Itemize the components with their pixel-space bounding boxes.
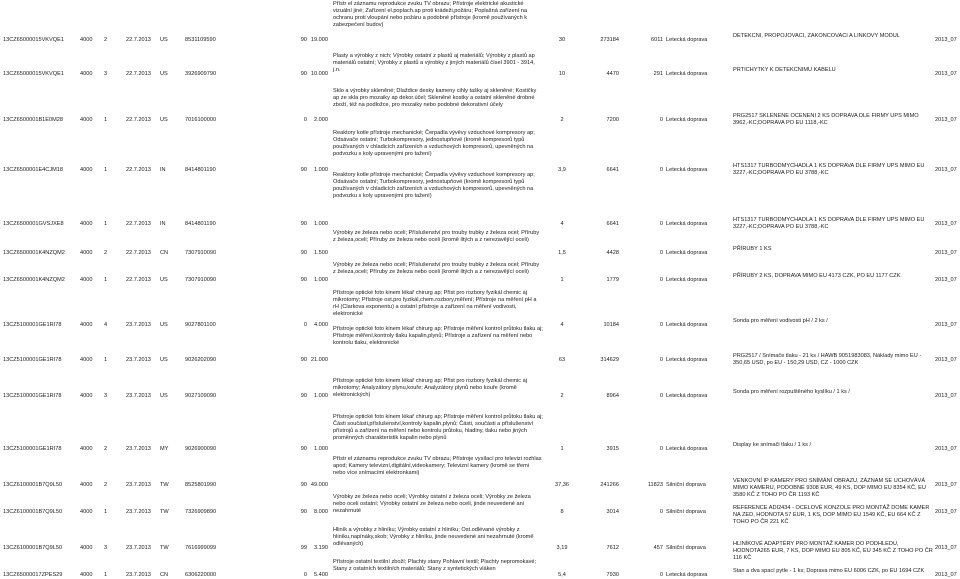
goods-description: Reaktory kotle přístroje mechanické; Čerpadla vývěvy vzduchové kompresory ap; Odsávače ostatní; Turbokompresory, jednostupňové (kromě kompresorů typů používaných v chladicích zařízeních a vzduchových kompresorů, upevněných na podvozku s koly upravenými pro tažení) [333,172,535,199]
period: 2013_07 [935,71,957,77]
net-mass: 3,9 [558,167,566,173]
goods-detail: PRTICHYTKY K DETEKCNIMU KABELU [733,67,836,73]
period: 2013_07 [935,446,957,452]
position: 4 [104,322,108,328]
goods-detail: HTS1317 TURBODMYCHADLA 1 KS DOPRAVA DLE FIRMY UPS MIMO EU 3227,-KC;DOPRAVA PO EU 3788,-KC [733,217,925,230]
transport-mode: Letecká doprava [666,167,708,173]
tariff-code: 7016100000 [185,117,217,123]
statistical-value: 0 [659,277,663,283]
goods-detail: Stan a dva spací pytle - 1 ks; Doprava mimo EU 6006 CZK, po EU 1694 CZK [733,568,925,574]
position: 2 [104,446,108,452]
invoice-value: 6641 [606,221,619,227]
position: 2 [104,37,108,43]
record-id: 13CZ6100001B7Q9L50 [3,545,63,551]
goods-detail: HTS1317 TURBODMYCHADLA 1 KS DOPRAVA DLE FIRMY UPS MIMO EU 3227,-KC;DOPRAVA PO EU 3788,-KC [733,163,925,176]
position: 2 [104,250,108,256]
value-a: 90 [300,446,307,452]
statistical-value: 0 [659,322,663,328]
value-b: 21.000 [310,357,328,363]
period: 2013_07 [935,509,957,515]
country-code: CN [160,250,169,256]
statistical-value: 0 [659,509,663,515]
statistical-value: 0 [659,572,663,578]
net-mass: 1 [560,446,564,452]
date: 23.7.2013 [126,322,151,328]
tariff-code: 9026900090 [185,446,217,452]
record-id: 13CZ5100001GE1RI78 [3,357,62,363]
statistical-value: 11823 [647,482,663,488]
transport-mode: Letecká doprava [666,37,708,43]
tariff-code: 9027109090 [185,393,217,399]
date: 22.7.2013 [126,221,151,227]
value-b: 3.190 [314,545,328,551]
net-mass: 10 [558,71,566,77]
goods-detail: Sonda pro měření vodivosti pH / 2 ks / [733,318,828,324]
value-a: 99 [300,545,307,551]
position: 1 [104,572,108,578]
period: 2013_07 [935,221,957,227]
value-b: 2.000 [314,117,328,123]
period: 2013_07 [935,545,957,551]
invoice-value: 1779 [606,277,619,283]
invoice-value: 273184 [600,37,619,43]
value-a: 0 [303,117,307,123]
goods-detail: PRG2517 SKLENENE OCENENI 2 KS DOPRAVA DLE FIRMY UPS MIMO 3962,-KC;DOPRAVA PO EU 1118,-KC [733,113,919,126]
transport-mode: Silniční doprava [666,545,706,551]
value-a: 90 [300,167,307,173]
country-code: US [160,357,168,363]
statistical-value: 0 [659,167,663,173]
tariff-code: 9026202090 [185,357,217,363]
goods-detail: HLINÍKOVÉ ADAPTÉRY PRO MONTÁŽ KAMER DO PODHLEDU, HODNOTA265 EUR, 7 KS, DOP MIMO EU 805 KČ, EU 345 KČ Z TOHO PO ČR 116 KČ [733,541,933,561]
record-id: 13CZ5100001GE1RI78 [3,322,62,328]
statistical-value: 0 [659,250,663,256]
invoice-value: 314629 [600,357,619,363]
transport-mode: Letecká doprava [666,277,708,283]
position: 3 [104,71,108,77]
transport-mode: Letecká doprava [666,446,708,452]
net-mass: 1,5 [558,250,566,256]
transport-mode: Letecká doprava [666,322,708,328]
net-mass: 5,4 [558,572,566,578]
quantity: 4000 [80,167,93,173]
date: 22.7.2013 [126,277,151,283]
transport-mode: Letecká doprava [666,357,708,363]
quantity: 4000 [80,509,93,515]
quantity: 4000 [80,357,93,363]
tariff-code: 8531109590 [185,37,216,43]
date: 23.7.2013 [126,545,151,551]
value-a: 90 [300,221,307,227]
value-a: 90 [300,250,307,256]
transport-mode: Silniční doprava [666,482,706,488]
record-id: 13CZ6500001K4NZQM2 [3,277,65,283]
position: 3 [104,393,108,399]
value-a: 90 [300,393,307,399]
statistical-value: 0 [659,221,663,227]
statistical-value: 0 [659,117,663,123]
country-code: US [160,393,168,399]
goods-description: Sklo a výrobky skleněné; Dlaždice desky kameny cihly tašky aj skleněné; Kostičky ap ze skla pro mozaiky ap dekor.účel; Skleněné kostky a ostatní skleněné drobné zboží, též na podložce, pro mozaiky nebo podobné dekorativní účely [333,88,537,108]
statistical-value: 6011 [650,37,663,43]
date: 23.7.2013 [126,482,151,488]
net-mass: 8 [560,509,564,515]
quantity: 4000 [80,277,93,283]
value-a: 90 [300,357,307,363]
invoice-value: 3915 [606,446,619,452]
net-mass: 2 [560,117,564,123]
date: 22.7.2013 [126,250,151,256]
tariff-code: 7307910090 [185,277,217,283]
transport-mode: Letecká doprava [666,572,708,578]
net-mass: 3,19 [556,545,568,551]
transport-mode: Letecká doprava [666,393,708,399]
goods-detail: Display ke snímači tlaku / 1 ks / [733,442,812,448]
country-code: CN [160,572,169,578]
transport-mode: Silniční doprava [666,509,706,515]
period: 2013_07 [935,37,957,43]
country-code: TW [160,509,169,515]
record-id: 13CZ65000015VKVQE1 [3,71,64,77]
invoice-value: 4470 [606,71,619,77]
goods-detail: DETEKCNI, PROPOJOVACI, ZAKONCOVACI A LINKOVY MODUL [733,33,900,39]
position: 3 [104,545,108,551]
value-b: 1.000 [314,393,328,399]
country-code: US [160,37,168,43]
date: 23.7.2013 [126,509,151,515]
position: 1 [104,509,108,515]
record-id: 13CZ65000015VKVQE1 [3,37,64,43]
tariff-code: 7326909890 [185,509,217,515]
quantity: 4000 [80,221,93,227]
statistical-value: 0 [659,357,663,363]
value-a: 90 [300,71,307,77]
value-a: 90 [300,509,307,515]
quantity: 4000 [80,250,93,256]
country-code: IN [160,221,166,227]
quantity: 4000 [80,117,93,123]
goods-description: Reaktory kotle přístroje mechanické; Čerpadla vývěvy vzduchové kompresory ap; Odsávače ostatní; Turbokompresory, jednostupňové (kromě kompresorů typů používaných v chladicích zařízeních a vzduchových kompresorů, upevněných na podvozku s koly upravenými pro tažení) [333,130,535,157]
tariff-code: 7616999099 [185,545,217,551]
value-b: 1.500 [314,250,328,256]
period: 2013_07 [935,357,957,363]
quantity: 4000 [80,322,93,328]
record-id: 13CZ6100001B7Q9L50 [3,482,63,488]
goods-description: Výrobky ze železa nebo oceli; Příslušenství pro trouby trubky z železa ocel; Příruby z železa,oceli; Příruby ze železa nebo oceli (kromě litých a z nerezavějící oceli) [333,230,540,243]
position: 1 [104,357,108,363]
invoice-value: 241266 [600,482,619,488]
date: 22.7.2013 [126,117,151,123]
date: 22.7.2013 [126,71,151,77]
period: 2013_07 [935,167,957,173]
net-mass: 4 [560,322,564,328]
tariff-code: 8414801190 [185,221,216,227]
invoice-value: 7200 [606,117,619,123]
goods-description: Přístroje optické foto kinem lékař chirurg ap; Přístroje měření kontrol průtoku tlaku aj; Části součásti,příslušenství,kontroly kapalin,plynů; Části, součásti a příslušenství přístrojů a zařízení na měření nebo kontrolu průtoku, hladiny, tlaku nebo jiných proměnných charakteristik kapalin nebo plynů [333,414,543,441]
record-id: 13CZ6500001K4NZQM2 [3,250,65,256]
statistical-value: 291 [653,71,663,77]
country-code: TW [160,482,169,488]
goods-description: Výrobky ze železa nebo oceli; Výrobky ostatní z železa oceli; Výrobky ze železa nebo oceli ostatní; Výrobky ostatní ze železa nebo oceli, jinde neuvedené ani nezahrnuté [333,494,531,514]
goods-description: Přístroje optické foto kinem lékař chirurg ap; Přist pro rozbory fyzikál chemic aj mikrotomy; Analyzátory plynu,kouře; Analyzátory plynů nebo kouře (kromě elektronických) [333,378,527,398]
date: 23.7.2013 [126,572,151,578]
record-id: 13CZ6500001E4CJM18 [3,167,64,173]
record-id: 13CZ6500001GVSJXE8 [3,221,64,227]
position: 1 [104,167,108,173]
goods-description: Výrobky ze železa nebo oceli; Příslušenství pro trouby trubky z železa ocel; Příruby z železa,oceli; Příruby ze železa nebo oceli (kromě litých a z nerezavějící oceli) [333,262,540,275]
date: 23.7.2013 [126,446,151,452]
goods-description: Přístroje optické foto kinem lékař chirurg ap; Přist pro rozbory fyzikál chemic aj mikrotomy; Přístroje ost.pro fyzikál,chem.rozbory,měření; Přístroje na měření pH a rH (Clarkova exponentu) a ostatní přístroje a zařízení na měření vodivosti, elektronické [333,290,537,317]
country-code: IN [160,167,166,173]
value-b: 10.000 [310,71,328,77]
goods-description: Přístr el záznamu reprodukce zvuku TV obrazu; Přístroje elektrické akustické vizuální jiné; Zařízení el.poplach.ap proti krádeži,požáru; Poplašná zařízení na ochranu proti vloupání nebo požáru a podobné přístroje (kromě používaných k zabezpečení budov) [333,1,528,28]
position: 1 [104,117,108,123]
quantity: 4000 [80,37,93,43]
period: 2013_07 [935,572,957,578]
quantity: 4000 [80,446,93,452]
goods-description: Přístroje ostatní textilní zboží; Plachty stany Pohlavní textil; Plachty nepromokavé; Stany z ostatních textilních materiálů; Stany z syntetických vláken [333,559,537,572]
invoice-value: 4428 [606,250,619,256]
value-b: 1.000 [314,221,328,227]
net-mass: 30 [558,37,566,43]
goods-detail: PŘÍRUBY 1 KS [733,246,772,252]
tariff-code: 7307910090 [185,250,217,256]
net-mass: 1 [560,277,564,283]
period: 2013_07 [935,482,957,488]
quantity: 4000 [80,572,93,578]
goods-detail: Sonda pro měření rozpuštěného kyslíku / 1 ks / [733,389,850,395]
record-id: 13CZ65000017ZPES29 [3,572,63,578]
period: 2013_07 [935,250,957,256]
goods-description: Hliník a výrobky z hliníku; Výrobky ostatní z hliníku; Ost.odlévané výrobky z hliníku,napínáky,skob; Výrobky z hliníku, jinde neuvedené ani nezahrnuté (kromě odlévaných) [333,527,534,547]
goods-description: Plasty a výrobky z nich; Výrobky ostatní z plastů aj materiálů; Výrobky z plastů ap materiálů ostatní; Výrobky z plastů a výrobky z jiných materiálů čísel 3901 - 3914, j.n. [333,53,535,73]
country-code: US [160,71,168,77]
goods-detail: REFERENCE ADI2434 - OCELOVÉ KONZOLE PRO MONTÁŽ DOME KAMER NA ZED, HODNOTA 57 EUR, 1 KS, DOP MIMO EU 1549 KČ, EU 664 KČ Z TOHO PO ČR 221 KČ [733,505,930,525]
statistical-value: 457 [653,545,663,551]
value-a: 90 [300,277,307,283]
statistical-value: 0 [659,393,663,399]
record-id: 13CZ5100001GE1RI78 [3,393,62,399]
country-code: US [160,322,168,328]
value-a: 0 [303,572,307,578]
value-b: 1.000 [314,167,328,173]
invoice-value: 10184 [603,322,619,328]
quantity: 4000 [80,545,93,551]
net-mass: 37,36 [555,482,569,488]
value-b: 1.000 [314,446,328,452]
quantity: 4000 [80,393,93,399]
quantity: 4000 [80,482,93,488]
period: 2013_07 [935,277,957,283]
tariff-code: 6306220000 [185,572,217,578]
date: 23.7.2013 [126,393,151,399]
position: 2 [104,482,108,488]
position: 1 [104,277,108,283]
goods-detail: VENKOVNÍ IP KAMERY PRO SNÍMÁNÍ OBRAZU, ZÁZNAM SE UCHOVÁVÁ MIMO KAMERU, PODOBNÉ 9308 EUR, 49 KS, DOP MIMO EU 8354 KČ, EU 3580 KČ Z TOHO PO ČR 1193 KČ [733,478,926,498]
record-id: 13CZ6500001B1E0M28 [3,117,64,123]
invoice-value: 3014 [606,509,619,515]
value-b: 8.000 [314,509,328,515]
country-code: US [160,277,168,283]
statistical-value: 0 [659,446,663,452]
date: 22.7.2013 [126,167,151,173]
period: 2013_07 [935,117,957,123]
value-b: 49.000 [310,482,328,488]
goods-description: Přístr el záznamu reprodukce zvuku TV obrazu; Přístroje vysílací pro televizi rozhlas apod; Kamery televizní,digitální,videokamery; Televizní kamery (kromě se třemi nebo více snímacími elektronkami) [333,456,542,476]
transport-mode: Letecká doprava [666,117,708,123]
period: 2013_07 [935,393,957,399]
goods-detail: PRG2517 / Snímače tlaku - 21 ks / HAWB 9051983083, Náklady mimo EU - 350,65 USD, po EU - 150,29 USD, CZ - 1000 CZK [733,353,922,366]
tariff-code: 9027801100 [185,322,216,328]
position: 1 [104,221,108,227]
goods-description: Přístroje optické foto kinem lékař chirurg ap; Přístroje měření kontrol průtoku tlaku aj; Přístroje měření,kontroly tlaku kapalin,plynů; Přístroje a zařízení na měření nebo kontrolu tlaku, elektronické [333,326,543,346]
net-mass: 4 [560,221,564,227]
quantity: 4000 [80,71,93,77]
transport-mode: Letecká doprava [666,250,708,256]
record-id: 13CZ5100001GE1RI78 [3,446,62,452]
value-a: 90 [300,482,307,488]
transport-mode: Letecká doprava [666,71,708,77]
invoice-value: 6641 [606,167,619,173]
date: 22.7.2013 [126,37,151,43]
invoice-value: 7930 [606,572,619,578]
value-b: 4.000 [314,322,328,328]
net-mass: 63 [558,357,566,363]
goods-detail: PŘÍRUBY 2 KS, DOPRAVA MIMO EU 4173 CZK, PO EU 1177 CZK [733,273,901,279]
country-code: TW [160,545,169,551]
value-b: 19.000 [310,37,328,43]
value-a: 0 [303,322,307,328]
tariff-code: 8525801990 [185,482,217,488]
tariff-code: 8414801190 [185,167,216,173]
country-code: US [160,117,168,123]
date: 23.7.2013 [126,357,151,363]
value-b: 1.000 [314,277,328,283]
record-id: 13CZ6100001B7Q9L50 [3,509,63,515]
transport-mode: Letecká doprava [666,221,708,227]
tariff-code: 3926909790 [185,71,217,77]
invoice-value: 8964 [606,393,619,399]
value-a: 90 [300,37,307,43]
invoice-value: 7612 [606,545,619,551]
net-mass: 2 [560,393,564,399]
period: 2013_07 [935,322,957,328]
value-b: 5.400 [314,572,328,578]
country-code: MY [160,446,169,452]
